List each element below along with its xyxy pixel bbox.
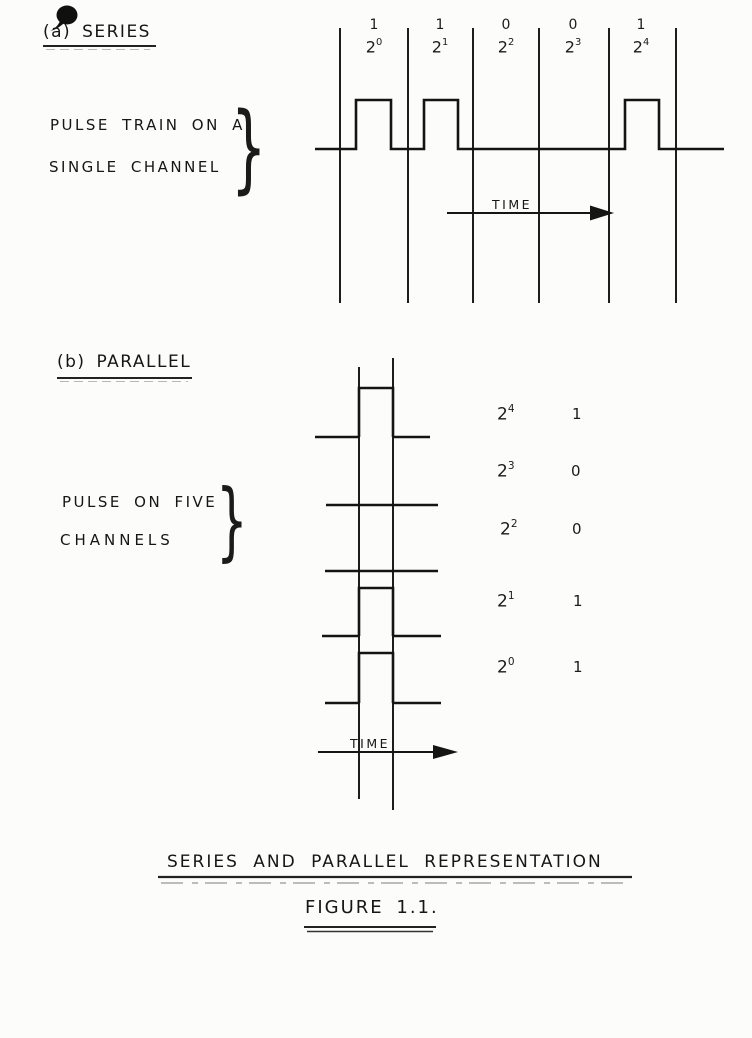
series-caption-brace: }: [231, 92, 267, 204]
bit-value: 1: [435, 17, 445, 33]
power-label: $2^3$: [564, 37, 582, 57]
power-label: $2^2$: [497, 37, 515, 57]
figure-number: FIGURE 1.1.: [305, 897, 439, 918]
series-caption-line1: PULSE TRAIN ON A: [50, 116, 245, 134]
channel-power-label: $2^2$: [500, 518, 518, 540]
section-b-heading: (b) PARALLEL: [57, 352, 192, 372]
series-timeslot-grid: [340, 28, 676, 303]
figure-label-underline: [304, 927, 436, 932]
heading-b-underline: [57, 378, 192, 382]
parallel-caption-line2: CHANNELS: [60, 531, 174, 549]
power-label: $2^1$: [431, 37, 449, 57]
figure-title: SERIES AND PARALLEL REPRESENTATION: [167, 852, 603, 872]
channel-power-label: $2^0$: [497, 656, 515, 678]
heading-a-underline: [43, 46, 156, 50]
power-label: $2^0$: [365, 37, 383, 57]
series-time-label: TIME: [492, 197, 533, 212]
channel-power-label: $2^3$: [497, 460, 515, 482]
channel-2e1: [322, 588, 441, 636]
pulse-train-waveform: [315, 100, 724, 149]
channel-2e4: [315, 388, 430, 437]
series-caption-line2: SINGLE CHANNEL: [49, 158, 221, 176]
parallel-channels: [315, 388, 441, 703]
section-a-heading: (a) SERIES: [43, 22, 151, 42]
channel-power-label: $2^1$: [497, 590, 515, 612]
channel-bit-value: 1: [573, 592, 583, 610]
channel-bit-value: 0: [572, 520, 582, 538]
series-column-header-2: [498, 17, 515, 57]
series-column-header-4: [633, 17, 650, 57]
channel-power-label: $2^4$: [497, 403, 515, 425]
channel-bit-value: 1: [573, 658, 583, 676]
bit-value: 1: [636, 17, 646, 33]
bit-value: 1: [369, 17, 379, 33]
channel-bit-value: 1: [572, 405, 582, 423]
power-label: $2^4$: [632, 37, 650, 57]
bit-value: 0: [501, 17, 511, 33]
channel-2e0: [325, 653, 441, 703]
series-column-header-1: [432, 17, 449, 57]
footer-title-underline: [158, 877, 632, 883]
parallel-caption-line1: PULSE ON FIVE: [62, 493, 218, 511]
series-column-header-0: [366, 17, 383, 57]
channel-bit-value: 0: [571, 462, 581, 480]
parallel-caption-brace: }: [216, 471, 248, 571]
series-column-header-3: [565, 17, 582, 57]
bit-value: 0: [568, 17, 578, 33]
parallel-time-label: TIME: [350, 736, 391, 751]
